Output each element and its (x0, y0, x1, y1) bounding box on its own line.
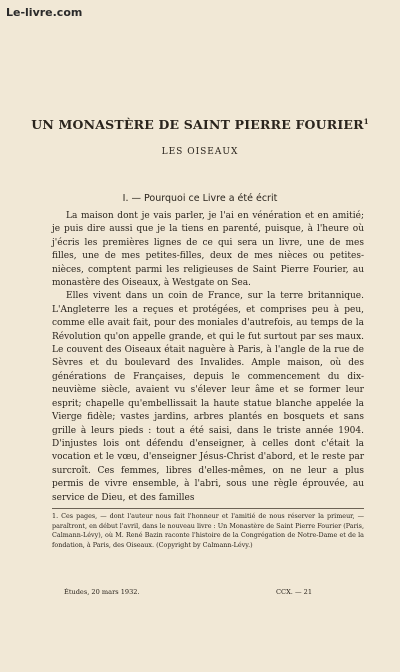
watermark: Le-livre.com (6, 6, 83, 19)
body-text (52, 210, 364, 505)
footnote-divider (52, 508, 364, 509)
footer-date: Études, 20 mars 1932. (64, 588, 140, 596)
title-footnote-marker: 1 (363, 117, 369, 126)
page-title (0, 117, 400, 132)
paragraph: La maison dont je vais parler, je l'ai en vénération et en amitié; je puis dire aussi que je la tiens en parenté, puisque, à l'heure où j'écris les premières lignes de ce qui sera un livre, une de mes filles, une de mes petites-filles, deux de mes nièces ou petites-nièces, comptent parmi les religieuses de Saint Pierre Fourier, au monastère des Oiseaux, à Westgate on Sea. (52, 211, 364, 289)
footer-page-number: CCX. — 21 (276, 588, 313, 596)
title-text: UN MONASTÈRE DE SAINT PIERRE FOURIER (31, 117, 364, 133)
section-heading: I. — Pourquoi ce Livre a été écrit (122, 193, 278, 204)
footnote: 1. Ces pages, — dont l'auteur nous fait l'honneur et l'amitié de nous réserver la primeur, — paraîtront, en début l'avril, dans le nouveau livre : Un Monastère de Saint Pierre Fourier (Paris, Calmann-Lévy), où M. René Bazin raconte l'histoire de la Congrégation de Notre-Dame et de la fondation, à Paris, des Oiseaux. (Copyright by Calmann-Lévy.) (52, 512, 364, 549)
paragraph: Elles vivent dans un coin de France, sur la terre britannique. L'Angleterre les a reçues et protégées, et comprises peu à peu, comme elle avait fait, pour des moniales d'autrefois, au temps de la Révolution qu'on appelle grande, et qui le fut surtout par ses maux. Le couvent des Oiseaux était naguère à Paris, à l'angle de la rue de Sèvres et du boulevard des Invalides. Ample maison, où des générations de Françaises, depuis le commencement du dix-neuvième siècle, avaient vu s'élever leur âme et se former leur esprit; chapelle qu'embellissait la haute statue blanche appelée la Vierge fidèle; vastes jardins, arbres plantés en bosquets et sans grille à leurs pieds : tout a été saisi, dans le triste année 1904. D'injustes lois ont défendu d'enseigner, à celles dont c'était la vocation et le vœu, d'enseigner Jésus-Christ d'abord, et le reste par surcroît. Ces femmes, libres d'elles-mêmes, on ne leur a plus permis de vivre ensemble, à l'abri, sous une règle éprouvée, au service de Dieu, et des familles (52, 291, 364, 503)
page-subtitle: LES OISEAUX (161, 147, 239, 157)
